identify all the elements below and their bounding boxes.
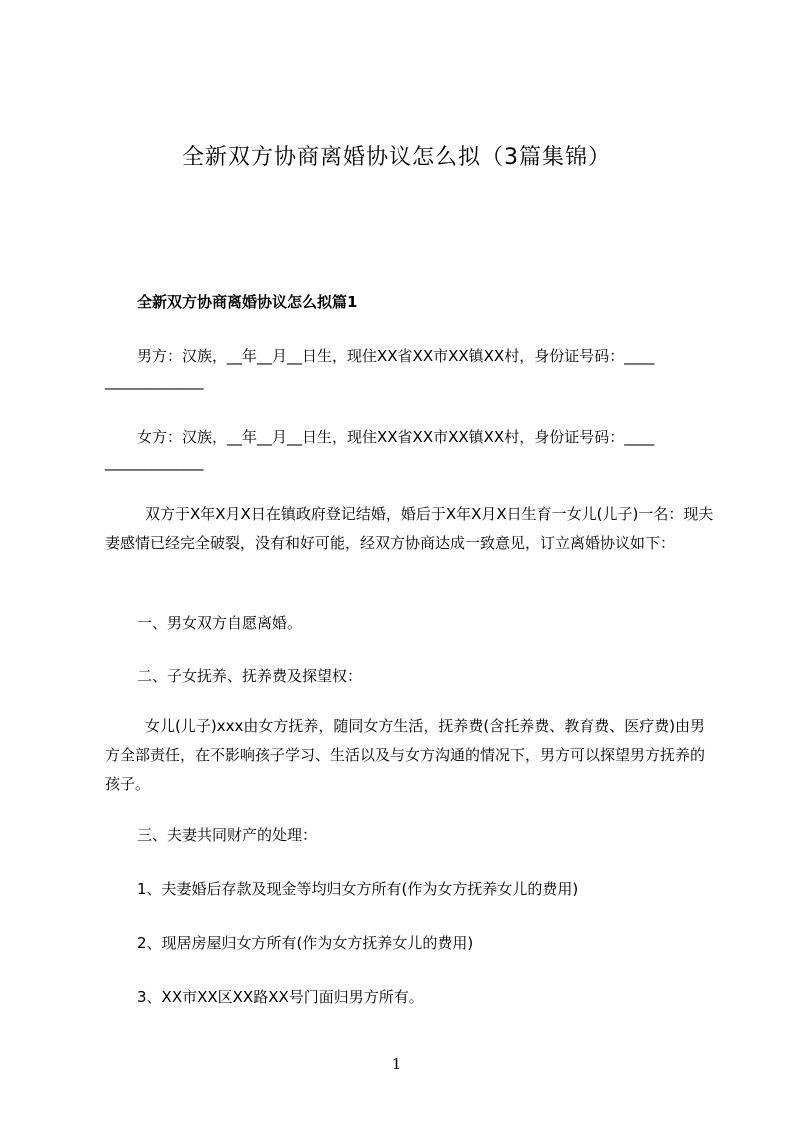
clause-3-heading: 三、夫妻共同财产的处理： xyxy=(137,826,318,844)
male-party-line: 男方：汉族，__年__月__日生，现住XX省XX市XX镇XX村，身份证号码：____ xyxy=(137,347,655,365)
property-item-1: 1、夫妻婚后存款及现金等均归女方所有(作为女方抚养女儿的费用) xyxy=(137,880,579,898)
custody-paragraph: 女儿(儿子)xxx由女方抚养，随同女方生活，抚养费(含托养费、教育费、医疗费)由男方全部责任，在不影响孩子学习、生活以及与女方沟通的情况下，男方可以探望男方抚养的孩子。 xyxy=(105,717,706,793)
section-heading: 全新双方协商离婚协议怎么拟篇1 xyxy=(137,293,358,311)
document-title: 全新双方协商离婚协议怎么拟（3篇集锦） xyxy=(182,145,611,170)
clause-1: 一、男女双方自愿离婚。 xyxy=(137,614,303,632)
female-party-line: 女方：汉族，__年__月__日生，现住XX省XX市XX镇XX村，身份证号码：____ xyxy=(137,428,655,446)
male-party-line-continued: _______________ xyxy=(105,372,203,390)
page-number: 1 xyxy=(391,1055,402,1073)
property-item-2: 2、现居房屋归女方所有(作为女方抚养女儿的费用) xyxy=(137,934,474,952)
clause-2-heading: 二、子女抚养、抚养费及探望权： xyxy=(137,667,363,685)
marriage-paragraph: 双方于X年X月X日在镇政府登记结婚，婚后于X年X月X日生育一女儿(儿子)一名：现夫妻感情已经完全破裂，没有和好可能，经双方协商达成一致意见，订立离婚协议如下： xyxy=(105,505,714,552)
property-item-3: 3、XX市XX区XX路XX号门面归男方所有。 xyxy=(137,988,424,1006)
female-party-line-continued: _______________ xyxy=(105,453,203,471)
